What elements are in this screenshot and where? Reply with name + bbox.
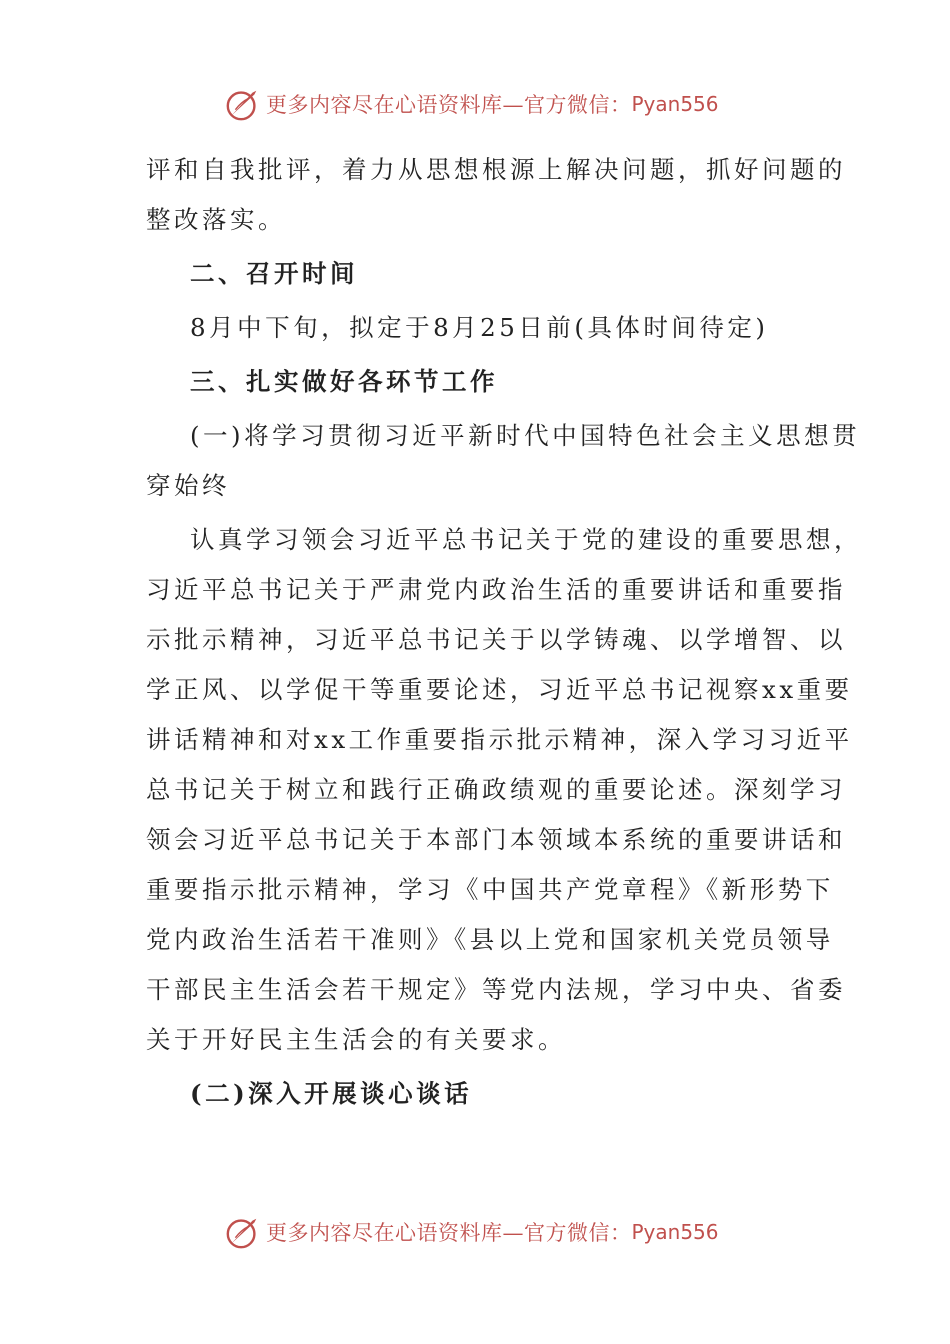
paragraph-line: 重要指示批示精神，学习《中国共产党章程》《新形势下 [146,875,834,904]
paragraph-line: 总书记关于树立和践行正确政绩观的重要论述。深刻学习 [146,775,846,804]
paragraph-line: 评和自我批评，着力从思想根源上解决问题，抓好问题的 [146,155,846,184]
paragraph-line: 关于开好民主生活会的有关要求。 [146,1025,566,1054]
document-body [146,145,862,1119]
watermark-text: 更多内容尽在心语资料库—官方微信： [266,1221,632,1245]
paragraph-line: 干部民主生活会若干规定》等党内法规，学习中央、省委 [146,975,846,1004]
section-heading-time: 二、召开时间 [190,259,358,288]
paragraph-line: 领会习近平总书记关于本部门本领域本系统的重要讲话和 [146,825,846,854]
header-watermark [224,84,719,124]
watermark-account: Pyan556 [631,92,719,116]
footer-watermark [224,1212,719,1252]
paragraph-line: 党内政治生活若干准则》《县以上党和国家机关党员领导 [146,925,834,954]
subsection-heading-talks: (二)深入开展谈心谈话 [190,1079,473,1108]
paragraph-line: 讲话精神和对xx工作重要指示批示精神，深入学习习近平 [146,725,853,754]
paragraph-line: 整改落实。 [146,205,286,234]
paragraph-line: 习近平总书记关于严肃党内政治生活的重要讲话和重要指 [146,575,846,604]
quill-logo-icon [224,85,262,123]
paragraph-line: 学正风、以学促干等重要论述，习近平总书记视察xx重要 [146,675,853,704]
watermark-text: 更多内容尽在心语资料库—官方微信： [266,93,632,117]
section-heading-work: 三、扎实做好各环节工作 [190,367,498,396]
watermark-account: Pyan556 [631,1220,719,1244]
subsection-heading-study: (一)将学习贯彻习近平新时代中国特色社会主义思想贯 [190,421,861,450]
paragraph-line: 示批示精神，习近平总书记关于以学铸魂、以学增智、以 [146,625,846,654]
quill-logo-icon [224,1213,262,1251]
paragraph-line: 8月中下旬，拟定于8月25日前(具体时间待定) [190,313,769,342]
subsection-heading-study-cont: 穿始终 [146,471,230,500]
paragraph-line: 认真学习领会习近平总书记关于党的建设的重要思想， [190,525,862,554]
